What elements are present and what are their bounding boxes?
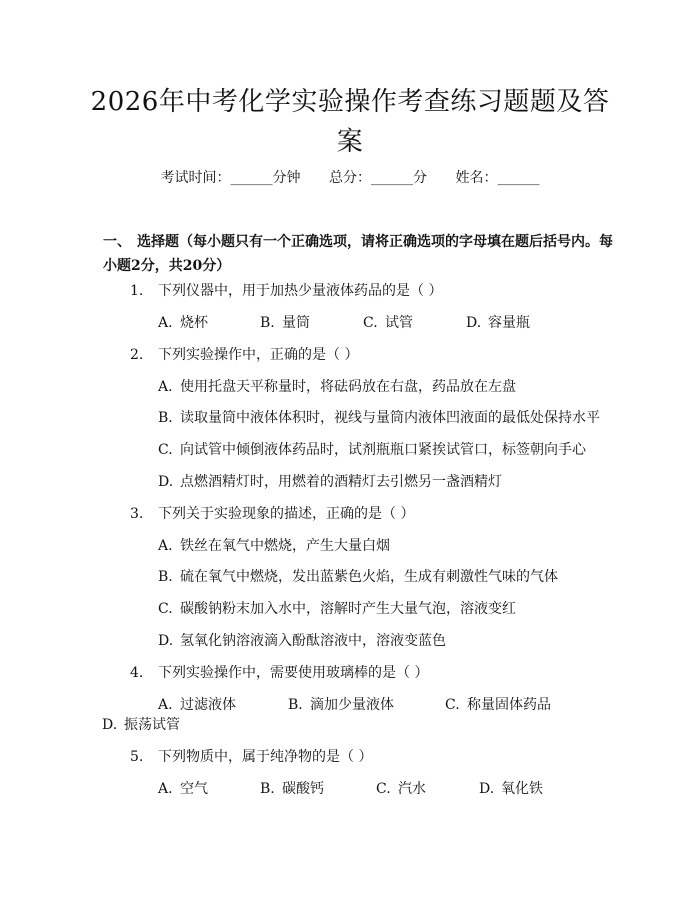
option-text: 过滤液体 [180, 697, 236, 713]
option-text: 空气 [180, 781, 208, 797]
question-3-option-c [158, 599, 516, 619]
question-4-option-d [102, 715, 180, 735]
question-number: 1. [130, 283, 144, 299]
question-3-option-d [158, 631, 446, 651]
option-letter: C. [445, 697, 460, 713]
option-letter: A. [158, 315, 173, 331]
option-text: 硫在氧气中燃烧，发出蓝紫色火焰，生成有刺激性气味的气体 [180, 569, 558, 585]
score-unit: 分 [413, 170, 427, 186]
question-2-option-d [158, 472, 502, 492]
option-letter: D. [102, 717, 118, 733]
option-letter: C. [158, 601, 173, 617]
option-letter: D. [158, 633, 174, 649]
time-label: 考试时间： [160, 170, 231, 186]
title-line-2: 案 [336, 127, 364, 157]
option-text: 试管 [385, 315, 413, 331]
question-1 [130, 281, 442, 301]
question-text: 下列仪器中，用于加热少量液体药品的是（ ） [158, 283, 443, 299]
question-2-option-b [158, 408, 600, 428]
option-letter: B. [288, 697, 303, 713]
option-letter: D. [466, 315, 482, 331]
document-title [80, 82, 620, 162]
option-text: 使用托盘天平称量时，将砝码放在右盘，药品放在左盘 [180, 379, 516, 395]
question-number: 2. [130, 347, 144, 363]
option-text: 碳酸钠粉末加入水中，溶解时产生大量气泡，溶液变红 [180, 601, 516, 617]
option-letter: B. [158, 410, 173, 426]
option-text: 称量固体药品 [467, 697, 551, 713]
question-2-option-a [158, 377, 516, 397]
option-text: 读取量筒中液体体积时，视线与量筒内液体凹液面的最低处保持水平 [180, 410, 600, 426]
title-line-1: 2026年中考化学实验操作考查练习题题及答 [90, 87, 610, 117]
option-b [288, 695, 394, 715]
option-letter: C. [376, 781, 391, 797]
question-text: 下列实验操作中，正确的是（ ） [158, 347, 359, 363]
question-3 [130, 504, 414, 524]
option-letter: B. [260, 315, 275, 331]
question-5 [130, 747, 372, 767]
question-text: 下列实验操作中，需要使用玻璃棒的是（ ） [158, 665, 429, 681]
option-d [479, 779, 543, 799]
option-text: 碳酸钙 [282, 781, 324, 797]
section-heading [103, 230, 623, 278]
option-text: 氧化铁 [501, 781, 543, 797]
time-unit: 分钟 [272, 170, 301, 186]
option-letter: B. [158, 569, 173, 585]
question-text: 下列物质中，属于纯净物的是（ ） [158, 749, 373, 765]
question-3-option-b [158, 567, 558, 587]
option-text: 向试管中倾倒液体药品时，试剂瓶瓶口紧挨试管口，标签朝向手心 [180, 442, 586, 458]
time-blank: ______ [230, 170, 273, 186]
option-text: 点燃酒精灯时，用燃着的酒精灯去引燃另一盏酒精灯 [180, 474, 502, 490]
exam-info-line [0, 168, 700, 188]
score-label: 总分： [329, 170, 371, 186]
name-blank: ______ [497, 170, 540, 186]
option-text: 振荡试管 [124, 717, 180, 733]
name-label: 姓名： [455, 170, 498, 186]
option-letter: D. [158, 474, 174, 490]
option-d [466, 313, 530, 333]
question-3-option-a [158, 536, 390, 556]
option-text: 容量瓶 [488, 315, 530, 331]
option-letter: A. [158, 379, 173, 395]
option-letter: A. [158, 538, 173, 554]
option-letter: C. [363, 315, 378, 331]
option-text: 量筒 [282, 315, 310, 331]
option-letter: C. [158, 442, 173, 458]
option-text: 铁丝在氧气中燃烧，产生大量白烟 [180, 538, 390, 554]
score-blank: ______ [371, 170, 413, 186]
question-text: 下列关于实验现象的描述，正确的是（ ） [158, 506, 415, 522]
option-text: 汽水 [398, 781, 426, 797]
option-a [158, 695, 236, 715]
option-letter: B. [260, 781, 275, 797]
option-c [376, 779, 426, 799]
question-4 [130, 663, 428, 683]
question-2-option-c [158, 440, 586, 460]
section-number: 一、 [103, 234, 131, 250]
option-letter: A. [158, 781, 173, 797]
option-c [445, 695, 551, 715]
option-b [260, 779, 324, 799]
option-letter: D. [479, 781, 495, 797]
question-number: 3. [130, 506, 144, 522]
option-text: 氢氧化钠溶液滴入酚酞溶液中，溶液变蓝色 [180, 633, 446, 649]
option-letter: A. [158, 697, 173, 713]
question-number: 4. [130, 665, 144, 681]
option-a [158, 779, 208, 799]
question-2 [130, 345, 358, 365]
option-c [363, 313, 413, 333]
section-instructions: 选择题（每小题只有一个正确选项，请将正确选项的字母填在题后括号内。每小题2分，共20分） [103, 234, 613, 274]
option-a [158, 313, 208, 333]
option-b [260, 313, 310, 333]
question-number: 5. [130, 749, 144, 765]
option-text: 滴加少量液体 [310, 697, 394, 713]
option-text: 烧杯 [180, 315, 208, 331]
